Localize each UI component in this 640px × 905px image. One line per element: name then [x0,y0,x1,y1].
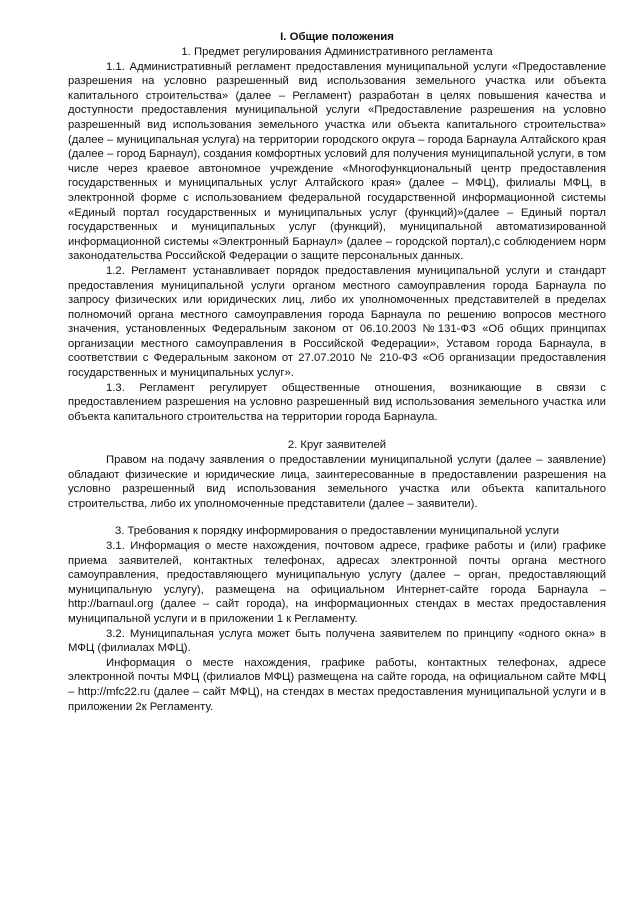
section-2-heading: 2. Круг заявителей [287,439,387,452]
document-body [68,30,606,714]
section-spacer [68,424,606,438]
paragraph-1-3: 1.3. Регламент регулирует общественные отношения, возникающие в связи с предоставлением разрешения на условно разрешенный вид использования земельного участка или объекта капитального строительства на территории города Барнаула. [68,381,606,423]
paragraph-3-1: 3.1. Информация о месте нахождения, почтовом адресе, графике работы и (или) графике приема заявителей, контактных телефонах, адресах электронной почты органа местного самоуправления, предоставляющего муниципальную услугу (далее – орган, предоставляющий муниципальную услугу), размещена на официальном Интернет-сайте города Барнаула –http://barnaul.org (далее – сайт города), на информационных стендах в местах предоставления муниципальной услуги и в приложении 1 к Регламенту. [68,540,606,625]
section-1-heading: 1. Предмет регулирования Административного регламента [181,46,493,58]
paragraph-1-1: 1.1. Административный регламент предоставления муниципальной услуги «Предоставление разрешения на условно разрешенный вид использования земельного участка или объекта капитального строительства» (далее – Регламент) разработан в целях повышения качества и доступности предоставления муниципальной услуги «Предоставление разрешения на условно разрешенный вид использования земельного участка или объекта капитального строительства» (далее – муниципальная услуга) на территории городского округа – города Барнаула Алтайского края (далее – город Барнаул), создания комфортных условий для получения муниципальной услуги, в том числе через краевое автономное учреждение «Многофункциональный центр предоставления государственных и муниципальных услуг Алтайского края» (далее – МФЦ), филиалы МФЦ, в электронной форме с использованием федеральной государственной информационной системы «Единый портал государственных и муниципальных услуг (функций)»(далее – Единый портал государственных и муниципальных услуг (функций), муниципальной автоматизированной информационной системы «Электронный Барнаул» (далее – городской портал),с соблюдением норм законодательства Российской Федерации о защите персональных данных. [68,60,606,263]
paragraph-3-2: 3.2. Муниципальная услуга может быть получена заявителем по принципу «одного окна» в МФЦ (филиалах МФЦ). [68,627,606,655]
paragraph-2-1: Правом на подачу заявления о предоставлении муниципальной услуги (далее – заявление) обладают физические и юридические лица, заинтересованные в предоставлении разрешения на условно разрешенный вид использования земельного участка или объекта капитального строительства, либо их уполномоченные представители (далее – заявители). [68,454,606,510]
chapter-title: I. Общие положения [280,31,394,43]
section-3-heading: 3. Требования к порядку информирования о предоставлении муниципальной услуги [114,525,560,538]
paragraph-3-2-info: Информация о месте нахождения, графике работы, контактных телефонах, адресе электронной почты МФЦ (филиалов МФЦ) размещена на сайте города, на официальном сайте МФЦ – http://mfc22.ru (далее – сайт МФЦ), на стендах в местах предоставления муниципальной услуги и в приложении 2к Регламенту. [68,656,606,713]
paragraph-1-2: 1.2. Регламент устанавливает порядок предоставления муниципальной услуги и стандарт предоставления муниципальной услуги органом местного самоуправления города Барнаула по запросу физических или юридических лиц, либо их уполномоченных представителей в пределах полномочий органа местного самоуправления города Барнаула по решению вопросов местного значения, установленных Федеральным законом от 06.10.2003 №131-ФЗ «Об общих принципах организации местного самоуправления в Российской Федерации», Уставом города Барнаула, в соответствии с Федеральным законом от 27.07.2010 № 210-ФЗ «Об организации предоставления государственных и муниципальных услуг». [68,264,606,380]
section-spacer [68,511,606,524]
